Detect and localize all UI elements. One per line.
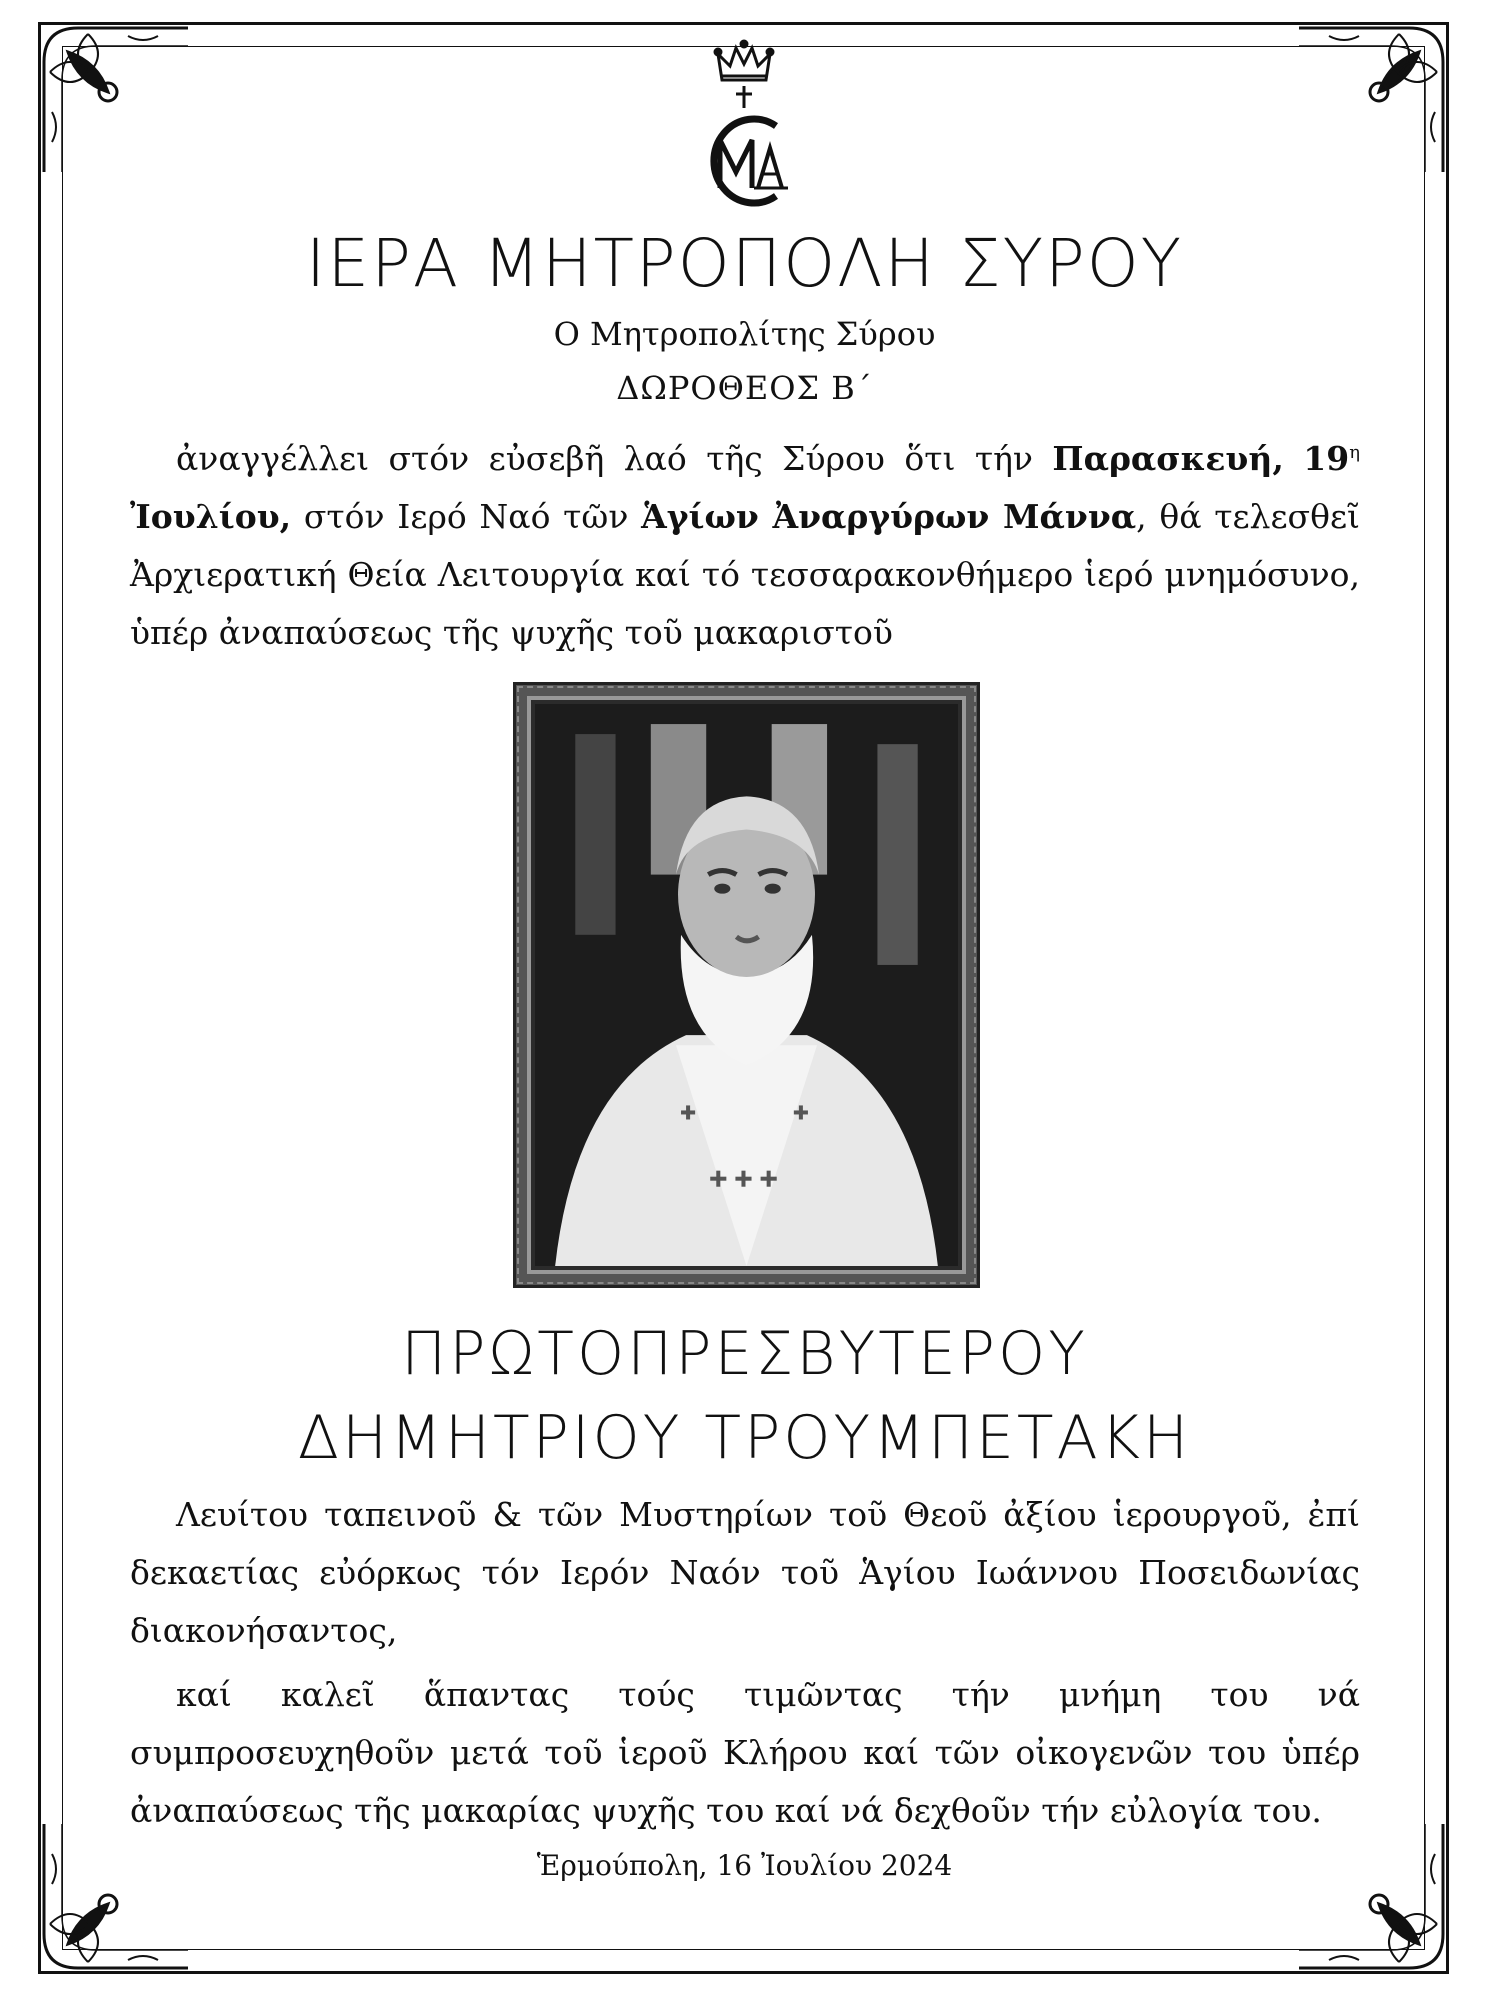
deceased-name: ΔΗΜΗΤΡΙΟΥ ΤΡΟΥΜΠΕΤΑΚΗ: [297, 1403, 1192, 1473]
metropolitan-subtitle: Ο Μητροπολίτης Σύρου: [553, 315, 936, 353]
priest-portrait: [535, 704, 958, 1266]
announcement-text-a: ἀναγγέλλει στόν εὐσεβῆ λαό τῆς Σύρου ὅτι τήν: [176, 439, 1053, 478]
announcement-date-number: 19: [1303, 439, 1350, 478]
page-title: ΙΕΡΑ ΜΗΤΡΟΠΟΛΗ ΣΥΡΟΥ: [305, 225, 1184, 302]
metropolitan-name: ΔΩΡΟΘΕΟΣ Β΄: [616, 369, 873, 407]
place-and-date: Ἑρμούπολη, 16 Ἰουλίου 2024: [536, 1849, 953, 1882]
announcement-text-c: , θά τελεσθεῖ Ἀρχιερατική Θεία Λειτουργία καί τό τεσσαρακονθήμερο ἱερό μνημόσυνο, ὑπέρ ἀναπαύσεως τῆς ψυχῆς τοῦ μακαριστοῦ: [130, 497, 1360, 652]
announcement-church: Ἁγίων Ἀναργύρων Μάννα: [641, 497, 1137, 536]
announcement-date-suffix: η: [1349, 442, 1360, 463]
announcement-text-b: στόν Ιερό Ναό τῶν: [291, 497, 642, 536]
ornamental-corner-top-left-icon: [38, 22, 188, 172]
announcement-month: Ἰουλίου,: [130, 497, 292, 536]
announcement-day: Παρασκευή,: [1052, 439, 1284, 478]
deceased-title: ΠΡΩΤΟΠΡΕΣΒΥΤΕΡΟΥ: [401, 1319, 1088, 1389]
announcement-paragraph: [130, 424, 1360, 662]
metropolis-monogram-crown-icon: [684, 36, 804, 216]
ornamental-corner-top-right-icon: [1299, 22, 1449, 172]
invitation-paragraph: καί καλεῖ ἅπαντας τούς τιμῶντας τήν μνήμη του νά συμπροσευχηθοῦν μετά τοῦ ἱεροῦ Κλήρου καί τῶν οἰκογενῶν του ὑπέρ ἀναπαύσεως τῆς μακαρίας ψυχῆς του καί νά δεχθοῦν τήν εὐλογία του.: [130, 1675, 1360, 1830]
portrait-frame: [513, 682, 980, 1288]
tribute-paragraph: Λευίτου ταπεινοῦ & τῶν Μυστηρίων τοῦ Θεοῦ ἀξίου ἱερουργοῦ, ἐπί δεκαετίας εὐόρκως τόν Ιερόν Ναόν τοῦ Ἁγίου Ιωάννου Ποσειδωνίας διακονήσαντος,: [130, 1495, 1360, 1650]
